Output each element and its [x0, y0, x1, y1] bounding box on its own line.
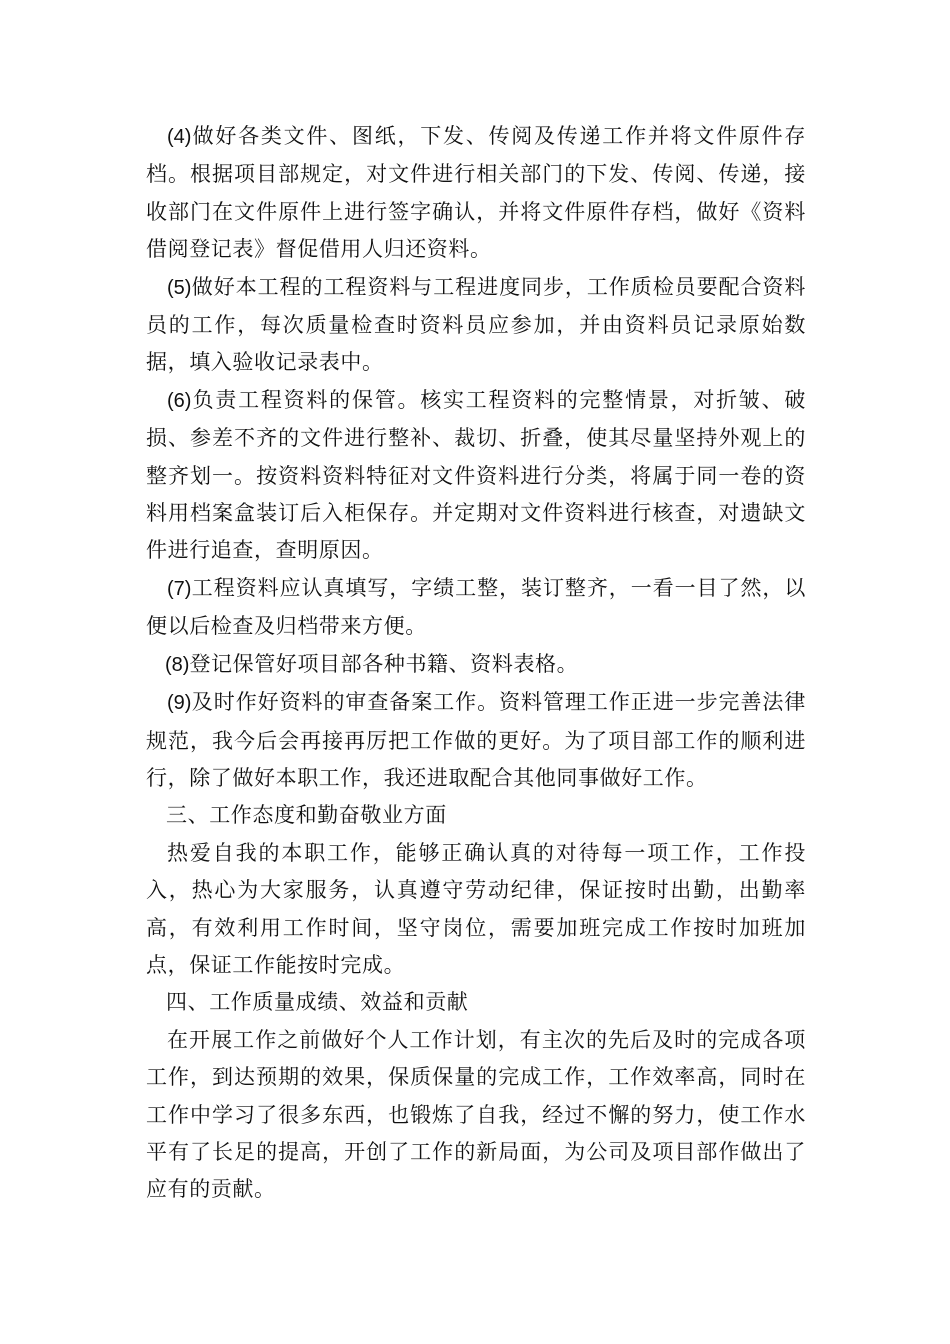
- item-text: 及时作好资料的审查备案工作。资料管理工作正进一步完善法律规范，我今后会再接再厉把工作做的更好。为了项目部工作的顺利进行，除了做好本职工作，我还进取配合其他同事做好工作。: [146, 690, 806, 790]
- list-item: [146, 118, 806, 269]
- item-text: 负责工程资料的保管。核实工程资料的完整情景，对折皱、破损、参差不齐的文件进行整补、裁切、折叠，使其尽量坚持外观上的整齐划一。按资料资料特征对文件资料进行分类，将属于同一卷的资料用档案盒装订后入柜保存。并定期对文件资料进行核查，对遗缺文件进行追查，查明原因。: [146, 387, 806, 563]
- item-text: 登记保管好项目部各种书籍、资料表格。: [189, 651, 579, 676]
- section-heading: 三、工作态度和勤奋敬业方面: [166, 803, 447, 828]
- item-number: (4): [167, 126, 192, 148]
- list-item: [146, 570, 806, 646]
- item-text: 工程资料应认真填写，字绩工整，装订整齐，一看一目了然，以便以后检查及归档带来方便。: [146, 575, 806, 639]
- list-item: [146, 646, 806, 684]
- item-number: (8): [165, 653, 190, 676]
- list-item: [146, 382, 806, 570]
- section-heading: 四、工作质量成绩、效益和贡献: [166, 990, 469, 1015]
- item-text: 做好各类文件、图纸，下发、传阅及传递工作并将文件原件存档。根据项目部规定，对文件进行相关部门的下发、传阅、传递，接收部门在文件原件上进行签字确认，并将文件原件存档，做好《资料借阅登记表》督促借用人归还资料。: [146, 124, 806, 262]
- document-body: [146, 118, 806, 1209]
- item-number: (7): [167, 577, 192, 600]
- item-text: 做好本工程的工程资料与工程进度同步，工作质检员要配合资料员的工作，每次质量检查时资料员应参加，并由资料员记录原始数据，填入验收记录表中。: [146, 274, 806, 375]
- item-number: (5): [167, 276, 192, 299]
- list-item: [146, 269, 806, 382]
- section-paragraph: 热爱自我的本职工作，能够正确认真的对待每一项工作，工作投入，热心为大家服务，认真遵守劳动纪律，保证按时出勤，出勤率高，有效利用工作时间，坚守岗位，需要加班完成工作按时加班加点，保证工作能按时完成。: [146, 840, 806, 977]
- section-paragraph: 在开展工作之前做好个人工作计划，有主次的先后及时的完成各项工作，到达预期的效果，保质保量的完成工作，工作效率高，同时在工作中学习了很多东西，也锻炼了自我，经过不懈的努力，使工作水平有了长足的提高，开创了工作的新局面，为公司及项目部作做出了应有的贡献。: [146, 1027, 806, 1202]
- list-item: [146, 684, 806, 797]
- item-number: (6): [167, 389, 192, 412]
- item-number: (9): [167, 692, 192, 715]
